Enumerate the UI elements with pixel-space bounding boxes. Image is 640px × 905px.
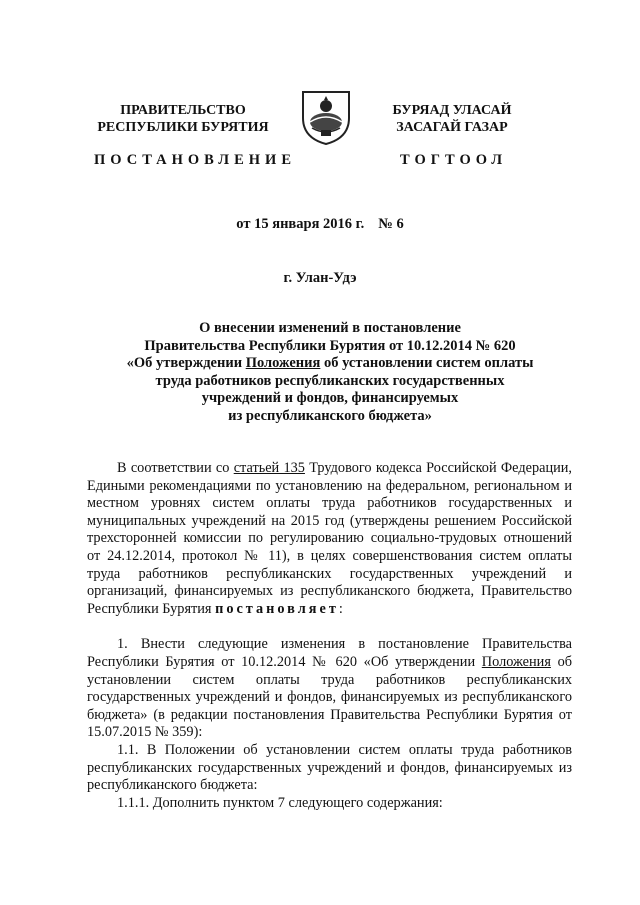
document-title: [100, 320, 560, 425]
item-1-text-after: об установлении систем оплаты труда работников республиканских государственных учреждений и фондов, финансируемых из республиканского бюджета» (в редакции постановления Правительства Республики Бурятия от 15.07.2015 № 359):: [87, 653, 572, 741]
preamble-end: :: [338, 600, 343, 617]
issuer-buryat-line-2: ЗАСАГАЙ ГАЗАР: [396, 120, 508, 135]
document-city: г. Улан-Удэ: [283, 270, 357, 286]
paragraph-item-1-1: 1.1. В Положении об установлении систем оплаты труда работников республиканских государственных учреждений и фондов, финансируемых из республиканского бюджета:: [87, 741, 572, 794]
paragraph-preamble: [87, 460, 572, 618]
issuer-buryat-line-1: БУРЯАД УЛАСАЙ: [392, 103, 512, 118]
regulation-link[interactable]: Положения: [481, 653, 551, 670]
preamble-text-before: В соответствии со: [117, 460, 234, 476]
document-date: от 15 января 2016 г.: [236, 216, 365, 232]
resolves-keyword: постановляет: [215, 600, 339, 617]
document-number: № 6: [378, 216, 404, 232]
title-regulation-link[interactable]: Положения: [245, 355, 321, 371]
issuer-name-russian: [88, 102, 278, 136]
issuer-line-2: РЕСПУБЛИКИ БУРЯТИЯ: [97, 120, 269, 135]
issuer-line-1: ПРАВИТЕЛЬСТВО: [120, 103, 246, 118]
title-line-5: учреждений и фондов, финансируемых: [201, 390, 459, 406]
date-number-line: [0, 216, 640, 233]
document-type-buryat: ТОГТООЛ: [400, 152, 508, 168]
title-line-3: [100, 355, 560, 373]
coat-of-arms-icon: [299, 88, 353, 146]
labor-code-article-link[interactable]: статьей 135: [233, 460, 305, 476]
title-line-6: из республиканского бюджета»: [228, 407, 432, 424]
title-line-2: Правительства Республики Бурятия от 10.12.2014 № 620: [144, 337, 516, 354]
preamble-text-after: Трудового кодекса Российской Федерации, Едиными рекомендациями по установлению на федеральном, региональном и местном уровнях систем оплаты труда работников государственных и муниципальных учреждений на 2015 год (утверждены решением Российской трехсторонней комиссии по регулированию социально-трудовых отношений от 24.12.2014, протокол № 11), в целях совершенствования систем оплаты труда работников республиканских государственных учреждений и организаций, финансируемых из республиканского бюджета, Правительство Республики Бурятия: [87, 460, 572, 617]
issuer-name-buryat: [372, 102, 532, 136]
paragraph-item-1: [87, 636, 572, 742]
document-body: [87, 460, 572, 812]
paragraph-item-1-1-1: 1.1.1. Дополнить пунктом 7 следующего содержания:: [117, 794, 443, 811]
item-1-text-before: 1. Внести следующие изменения в постановление Правительства Республики Бурятия от 10.12.2014 № 620 «Об утверждении: [87, 636, 572, 670]
title-line-3-before: «Об утверждении: [126, 355, 246, 371]
title-line-3-after: об установлении систем оплаты: [320, 355, 534, 371]
document-type-russian: ПОСТАНОВЛЕНИЕ: [94, 152, 297, 168]
title-line-1: О внесении изменений в постановление: [199, 320, 461, 336]
title-line-4: труда работников республиканских государственных: [155, 372, 505, 389]
